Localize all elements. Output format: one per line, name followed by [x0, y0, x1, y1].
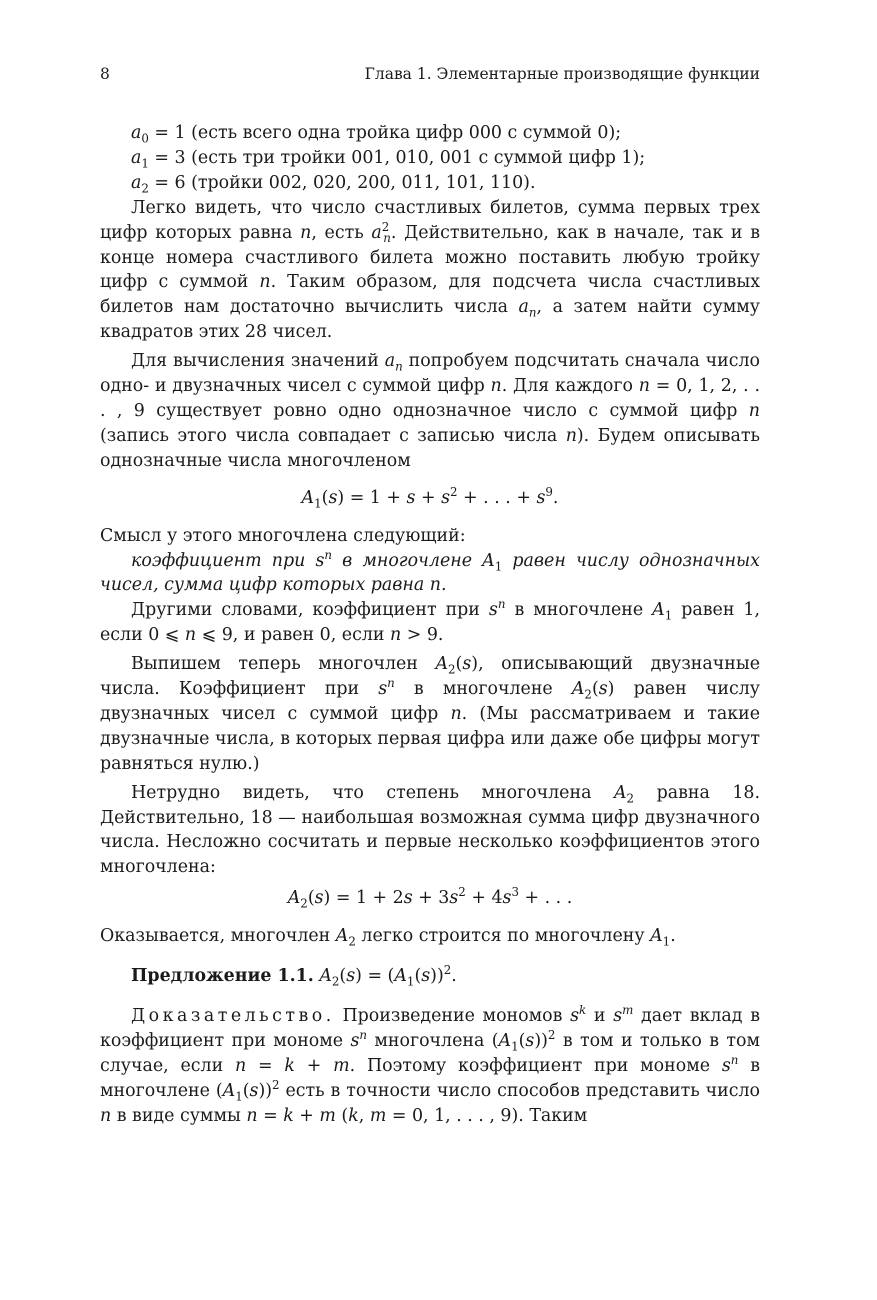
proposition-1-1: Предложение 1.1. $A_2(s) = (A_1(s))^2$. [131, 963, 457, 989]
paragraph-lucky-tickets: Легко видеть, что число счастливых билетов, сумма первых трех цифр которых равна n, есть $a^2_n$. Действительно, как в начале, так и в конце номера счастливого билета можно поставить любую тройку цифр с суммой n. Таким образом, для подсчета числа счастливых билетов нам достаточно вычислить числа $a_n$, а затем найти сумму квадратов этих 28 чисел. [100, 197, 760, 343]
paragraph-construction: Оказывается, многочлен $A_2$ легко строится по многочлену $A_1$. [100, 926, 676, 949]
proof-label: Доказательство. [131, 1006, 335, 1026]
chapter-title: Глава 1. Элементарные производящие функции [364, 65, 760, 83]
paragraph-one-digit: Для вычисления значений $a_n$ попробуем подсчитать сначала число одно- и двузначных чисел с суммой цифр n. Для каждого n = 0, 1, 2, . . . , 9 существует ровно одно однозначное число с суммой цифр n (запись этого числа совпадает с записью числа n). Будем описывать однозначные числа многочленом [100, 351, 761, 471]
paragraph-statement: коэффициент при $s^n$ в многочлене $A_1$ равен числу однозначных чисел, сумма цифр которых равна n. [100, 547, 760, 596]
list-item-a1: $a_1 = 3$ (есть три тройки 001, 010, 001 с суммой цифр 1); [131, 147, 646, 171]
equation-a1: $A_1(s) = 1 + s + s^2$ + . . . + $s^9$. [301, 484, 559, 511]
paragraph-other-words: Другими словами, коэффициент при $s^n$ в многочлене $A_1$ равен 1, если 0 ⩽ n ⩽ 9, и равен 0, если n > 9. [100, 597, 761, 646]
paragraph-two-digit: Выпишем теперь многочлен $A_2(s)$, описывающий двузначные числа. Коэффициент при $s^n$ в многочлене $A_2(s)$ равен числу двузначных чисел с суммой цифр n. (Мы рассматриваем и такие двузначные числа, в которых первая цифра или даже обе цифры могут равняться нулю.) [100, 654, 760, 774]
paragraph-meaning: Смысл у этого многочлена следующий: [100, 525, 466, 546]
paragraph-proof: Доказательство. Произведение мономов $s^k$ и $s^m$ дает вклад в коэффициент при мономе $s^n$ многочлена $(A_1(s))^2$ в том и только в том случае, если n = k + m. Поэтому коэффициент при мономе $s^n$ в многочлене $(A_1(s))^2$ есть в точности число способов представить число n в виде суммы n = k + m (k, m = 0, 1, . . . , 9). Таким [100, 1003, 760, 1126]
list-item-a0: $a_0 = 1$ (есть всего одна тройка цифр 000 с суммой 0); [131, 123, 622, 146]
proposition-label: Предложение 1.1. [131, 966, 314, 987]
book-page [100, 64, 760, 1129]
paragraph-degree: Нетрудно видеть, что степень многочлена $A_2$ равна 18. Действительно, 18 — наибольшая возможная сумма цифр двузначного числа. Несложно сосчитать и первые несколько коэффициентов этого многочлена: [100, 782, 760, 878]
running-header [100, 64, 760, 84]
page-number: 8 [100, 65, 110, 83]
list-item-a2: $a_2 = 6$ (тройки 002, 020, 200, 011, 101, 110). [131, 172, 536, 196]
equation-a2: $A_2(s) = 1 + 2s + 3s^2 + 4s^3$ + . . . [287, 885, 573, 911]
